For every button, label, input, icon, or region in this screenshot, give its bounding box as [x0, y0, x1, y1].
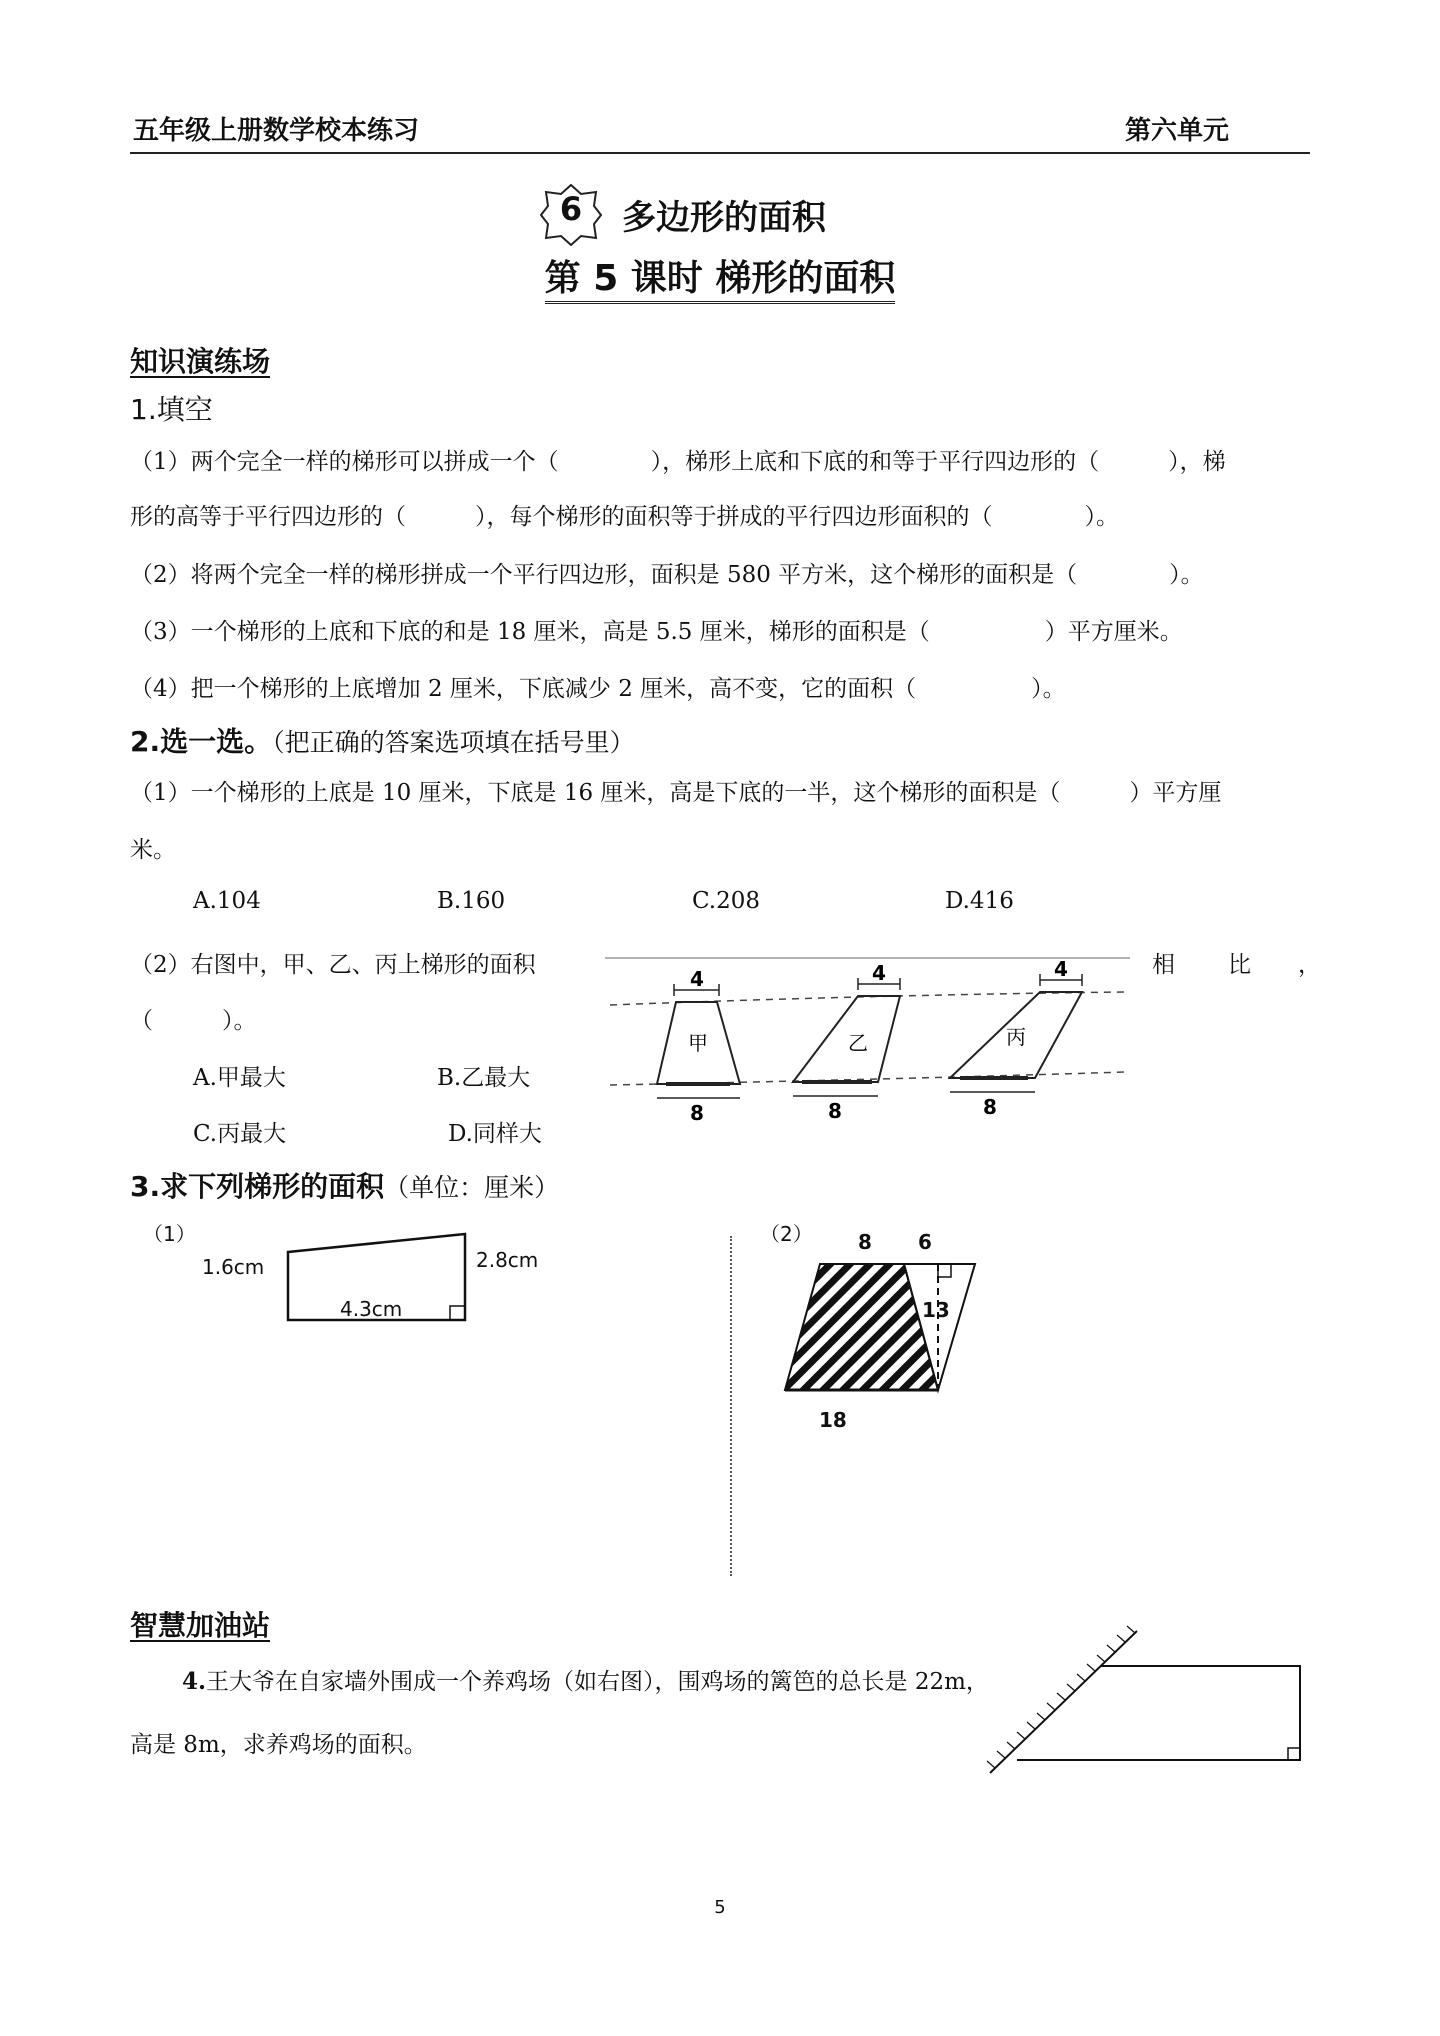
q2-trapezoid-figure	[600, 950, 1140, 1130]
right-angle-icon	[450, 1306, 465, 1320]
fence-outline	[1017, 1666, 1300, 1760]
wall-line	[990, 1631, 1137, 1773]
q2-p2-option-b: B.乙最大	[437, 1065, 531, 1091]
q2-p2-tail-3: ，	[1298, 952, 1321, 978]
q2-p2-tail-2: 比	[1228, 952, 1251, 978]
right-angle-icon	[1288, 1748, 1300, 1760]
q2-p1-option-d: D.416	[945, 888, 1014, 914]
bing-top-label: 4	[1054, 957, 1068, 981]
q2-p1-option-a: A.104	[193, 888, 261, 914]
jia-bottom-label: 8	[690, 1101, 704, 1125]
q2-title	[130, 720, 635, 760]
q2-p2-option-a: A.甲最大	[193, 1065, 286, 1091]
unit-title: 多边形的面积	[622, 198, 826, 238]
header-title: 五年级上册数学校本练习	[133, 116, 420, 146]
q4-line-1	[182, 1663, 989, 1696]
unit-number: 6	[559, 190, 583, 228]
q1-line-1: （1）两个完全一样的梯形可以拼成一个（ ），梯形上底和下底的和等于平行四边形的（ ），梯	[130, 449, 1226, 475]
q3-title-unit: （单位：厘米）	[384, 1173, 560, 1202]
q2-p1-option-b: B.160	[437, 888, 506, 914]
q2-title-note: （把正确的答案选项填在括号里）	[272, 728, 635, 757]
figure-upper-dashed-line	[610, 992, 1125, 1005]
q3-p1-left-label: 1.6cm	[202, 1255, 265, 1279]
q3-p2-figure	[780, 1250, 990, 1400]
yi-name: 乙	[848, 1031, 868, 1055]
q2-p2-line-2: （ ）。	[130, 1008, 257, 1034]
q4-chicken-yard-figure	[985, 1625, 1305, 1780]
q3-p1-label: （1）	[143, 1222, 196, 1246]
page-number: 5	[714, 1897, 726, 1918]
q2-p2-line-1: （2）右图中，甲、乙、丙上梯形的面积	[130, 952, 536, 978]
yi-bottom-label: 8	[828, 1099, 842, 1123]
q1-line-4: （3）一个梯形的上底和下底的和是 18 厘米，高是 5.5 厘米，梯形的面积是（ ）平方厘米。	[130, 619, 1183, 645]
q3-divider	[730, 1236, 732, 1576]
q3-p1-bottom-label: 4.3cm	[340, 1297, 403, 1321]
q1-line-2: 形的高等于平行四边形的（ ），每个梯形的面积等于拼成的平行四边形面积的（ ）。	[130, 504, 1119, 530]
section-title-challenge: 智慧加油站	[130, 1609, 271, 1642]
q3-title-bold: 3.求下列梯形的面积	[130, 1170, 385, 1203]
q1-line-5: （4）把一个梯形的上底增加 2 厘米，下底减少 2 厘米，高不变，它的面积（ ）。	[130, 676, 1066, 702]
q4-number: 4.	[182, 1668, 207, 1695]
q3-p2-label: （2）	[760, 1222, 813, 1246]
jia-name: 甲	[688, 1031, 708, 1055]
lesson-title-row	[0, 250, 1440, 301]
q2-p2-option-d: D.同样大	[448, 1121, 542, 1147]
q2-p1-option-c: C.208	[692, 888, 760, 914]
q2-p1-line-1: （1）一个梯形的上底是 10 厘米，下底是 16 厘米，高是下底的一半，这个梯形的面积是（ ）平方厘	[130, 780, 1222, 806]
wall-hatch	[987, 1626, 1135, 1768]
q4-line-1-text: 王大爷在自家墙外围成一个养鸡场（如右图），围鸡场的篱笆的总长是 22m，	[206, 1669, 989, 1695]
q2-p2-option-c: C.丙最大	[193, 1121, 287, 1147]
q2-title-bold: 2.选一选。	[130, 725, 273, 758]
lesson-title: 第 5 课时 梯形的面积	[545, 258, 896, 304]
q3-p2-bottom-label: 18	[819, 1408, 847, 1432]
q1-title: 1.填空	[130, 393, 213, 426]
bing-name: 丙	[1006, 1025, 1026, 1049]
q3-p2-top2-label: 6	[918, 1230, 932, 1254]
section-title-practice: 知识演练场	[130, 345, 271, 378]
q3-p2-top1-label: 8	[858, 1230, 872, 1254]
header-rule	[130, 152, 1310, 154]
right-angle-icon	[938, 1264, 951, 1277]
q3-p1-right-label: 2.8cm	[476, 1248, 539, 1272]
q3-title	[130, 1165, 559, 1205]
yi-top-label: 4	[872, 961, 886, 985]
q3-p2-height-label: 13	[922, 1298, 950, 1322]
shaded-trapezoid	[785, 1264, 938, 1390]
trapezoid-yi	[793, 996, 900, 1082]
q4-line-2: 高是 8m，求养鸡场的面积。	[130, 1732, 427, 1758]
header-unit: 第六单元	[1125, 116, 1230, 146]
bing-bottom-label: 8	[983, 1095, 997, 1119]
q2-p1-line-2: 米。	[130, 837, 176, 863]
q1-line-3: （2）将两个完全一样的梯形拼成一个平行四边形，面积是 580 平方米，这个梯形的面积是（ ）。	[130, 562, 1204, 588]
jia-top-label: 4	[690, 967, 704, 991]
q2-p2-tail-1: 相	[1152, 952, 1175, 978]
